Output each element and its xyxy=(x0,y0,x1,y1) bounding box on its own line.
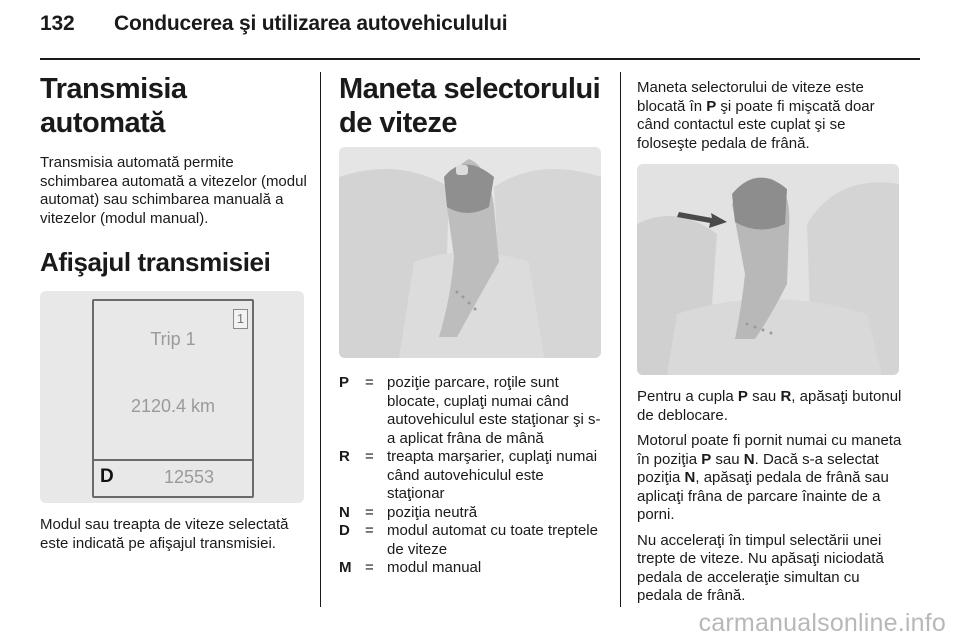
definition-neutral xyxy=(339,504,605,523)
column-divider-2 xyxy=(620,72,621,607)
definition-key: M xyxy=(339,559,352,576)
definition-manual xyxy=(339,559,605,578)
definition-text: modul manual xyxy=(387,559,482,576)
definition-text: treapta marşarier, cuplaţi numai când autovehiculul este staţionar xyxy=(387,448,598,502)
column-2 xyxy=(339,72,605,578)
definition-sep: = xyxy=(365,374,374,391)
lever-lock-paragraph: Maneta selectorului de viteze este blocată în P şi poate fi mişcată doar când contactul este cuplat şi se foloseşte pedala de frână. xyxy=(637,79,875,152)
section-title-automatic-transmission: Transmisia automată xyxy=(40,73,187,139)
odometer-value: 12553 xyxy=(164,467,215,487)
gear-indicator: D xyxy=(100,466,114,487)
column-1 xyxy=(40,72,308,553)
column-3 xyxy=(637,79,903,606)
trip-label: Trip 1 xyxy=(150,329,196,349)
definition-drive xyxy=(339,522,605,559)
definition-sep: = xyxy=(365,559,374,576)
selector-lever-photo xyxy=(339,147,601,358)
definition-text: poziţia neutră xyxy=(387,503,478,521)
page-header xyxy=(40,12,507,36)
unlock-button-illustration xyxy=(637,164,899,375)
transmission-display-figure xyxy=(40,291,304,503)
definition-key: P xyxy=(339,374,350,391)
column-divider-1 xyxy=(320,72,321,607)
section-title-selector-lever: Maneta selectorului de viteze xyxy=(339,73,601,139)
engage-paragraph: Pentru a cupla P sau R, apăsaţi butonul de deblocare. xyxy=(637,388,902,424)
page-number: 132 xyxy=(40,12,75,35)
definition-sep: = xyxy=(365,503,374,521)
definition-park xyxy=(339,374,605,448)
gear-lever-illustration xyxy=(339,147,601,358)
subsection-title-display: Afişajul transmisiei xyxy=(40,247,271,277)
header-rule xyxy=(40,58,920,60)
definition-reverse xyxy=(339,448,605,504)
definition-key: R xyxy=(339,448,350,465)
watermark: carmanualsonline.info xyxy=(698,609,946,637)
display-caption: Modul sau treapta de viteze selectată este indicată pe afişajul transmisiei. xyxy=(40,516,289,552)
intro-paragraph: Transmisia automată permite schimbarea automată a vitezelor (modul automat) sau schimbarea manuală a vitezelor (modul manual). xyxy=(40,154,307,227)
definition-text: modul automat cu toate treptele de viteze xyxy=(387,522,598,558)
definition-key: D xyxy=(339,522,350,539)
definition-key: N xyxy=(339,503,350,521)
display-divider xyxy=(94,459,252,461)
display-corner-number: 1 xyxy=(233,309,248,329)
gear-position-list xyxy=(339,374,605,578)
definition-sep: = xyxy=(365,448,374,465)
engine-start-paragraph: Motorul poate fi pornit numai cu maneta în poziţia P sau N. Dacă s-a selectat poziţia N, apăsaţi pedala de frână sau aplicaţi frâna de parcare înainte de a porni. xyxy=(637,432,902,523)
unlock-button-photo xyxy=(637,164,899,375)
warning-paragraph: Nu acceleraţi în timpul selectării unei trepte de viteze. Nu apăsaţi niciodată pedala de acceleraţie simultan cu pedala de frână. xyxy=(637,531,884,604)
trip-distance: 2120.4 km xyxy=(130,396,216,416)
display-panel xyxy=(92,299,254,498)
definition-text: poziţie parcare, roţile sunt blocate, cuplaţi numai când autovehiculul este staţionar şi s-a aplicat frâna de mână xyxy=(387,374,601,447)
definition-sep: = xyxy=(365,522,374,539)
chapter-title: Conducerea şi utilizarea autovehiculului xyxy=(114,12,508,35)
